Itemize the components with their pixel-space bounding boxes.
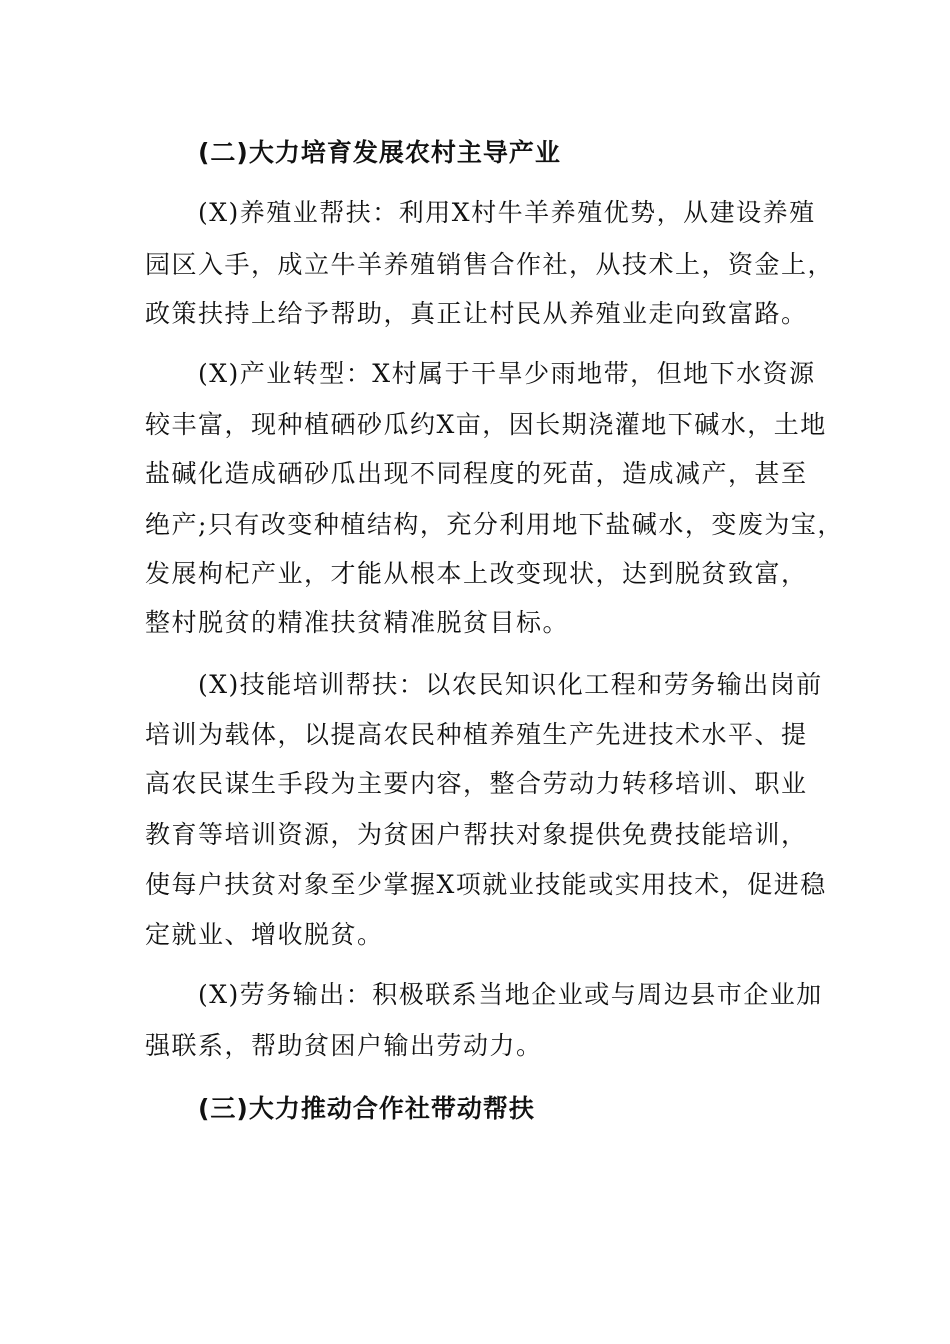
paragraph-line: 整村脱贫的精准扶贫精准脱贫目标。 — [145, 608, 570, 637]
paragraph-line: 培训为载体，以提高农民种植养殖生产先进技术水平、提 — [145, 720, 808, 749]
paragraph-line: 高农民谋生手段为主要内容，整合劳动力转移培训、职业 — [145, 769, 808, 798]
section-heading-3: (三)大力推动合作社带动帮扶 — [198, 1094, 535, 1123]
paragraph-line: (X)技能培训帮扶：以农民知识化工程和劳务输出岗前 — [198, 670, 823, 699]
paragraph-line: 教育等培训资源，为贫困户帮扶对象提供免费技能培训， — [145, 820, 808, 849]
paragraph-line: 盐碱化造成硒砂瓜出现不同程度的死苗，造成减产，甚至 — [145, 459, 808, 488]
paragraph-line: 强联系，帮助贫困户输出劳动力。 — [145, 1031, 543, 1060]
paragraph-line: (X)劳务输出：积极联系当地企业或与周边县市企业加 — [198, 980, 823, 1009]
paragraph-line: 发展枸杞产业，才能从根本上改变现状，达到脱贫致富， — [145, 559, 808, 588]
paragraph-line: 定就业、增收脱贫。 — [145, 920, 384, 949]
paragraph-line: 较丰富，现种植硒砂瓜约X亩，因长期浇灌地下碱水，土地 — [145, 410, 827, 439]
paragraph-line: 政策扶持上给予帮助，真正让村民从养殖业走向致富路。 — [145, 299, 808, 328]
paragraph-line: 园区入手，成立牛羊养殖销售合作社，从技术上，资金上， — [145, 250, 835, 279]
paragraph-line: (X)产业转型：X村属于干旱少雨地带，但地下水资源 — [198, 359, 816, 388]
paragraph-line: 绝产;只有改变种植结构，充分利用地下盐碱水，变废为宝， — [145, 510, 844, 539]
section-heading-2: (二)大力培育发展农村主导产业 — [198, 138, 561, 167]
paragraph-line: (X)养殖业帮扶：利用X村牛羊养殖优势，从建设养殖 — [198, 198, 816, 227]
paragraph-line: 使每户扶贫对象至少掌握X项就业技能或实用技术，促进稳 — [145, 870, 827, 899]
